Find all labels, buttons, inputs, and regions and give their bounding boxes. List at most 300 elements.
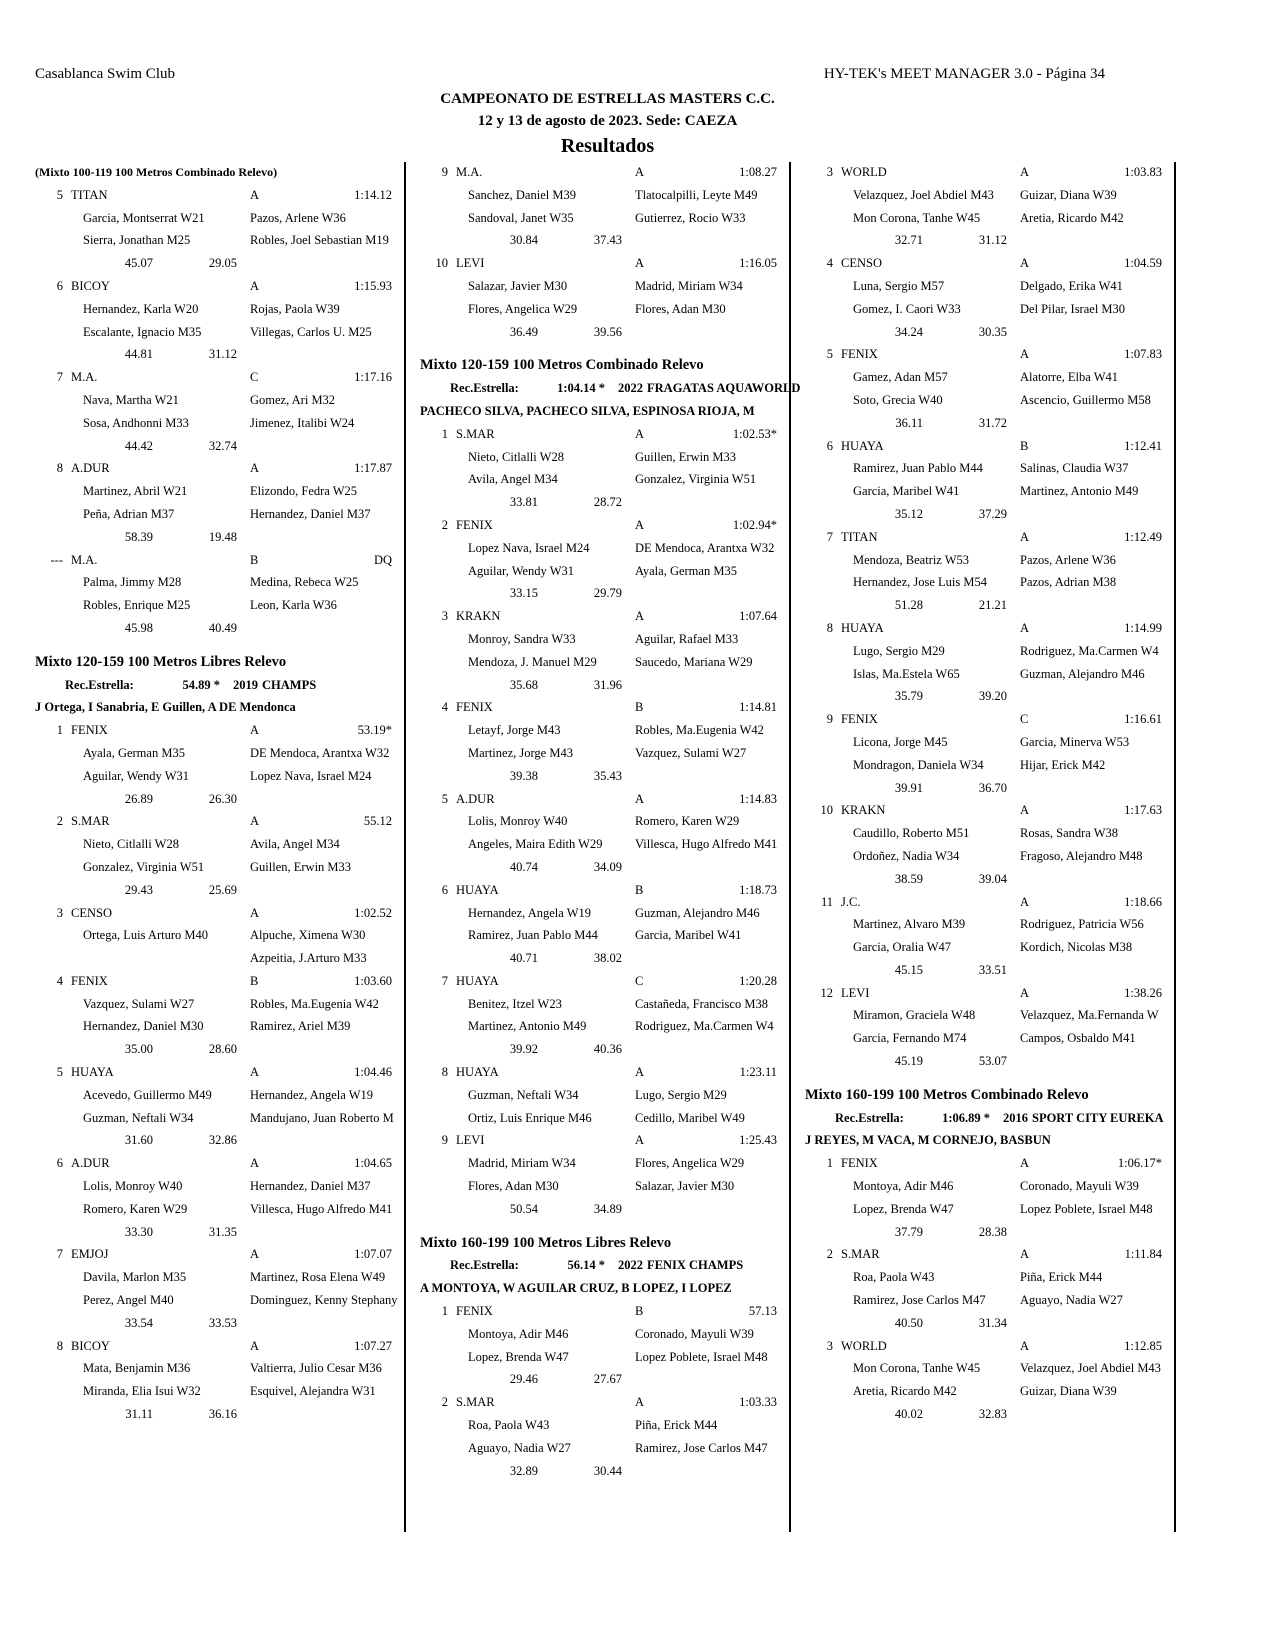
entry-relay: A — [1020, 529, 1030, 544]
entry-header — [35, 1152, 405, 1175]
swimmer-row — [805, 1004, 1175, 1027]
swimmer-name: Martinez, Alvaro M39 — [853, 917, 966, 932]
swimmer-name: Hernandez, Daniel M37 — [250, 1179, 371, 1194]
entry-header — [805, 799, 1175, 822]
swimmer-name: Lolis, Monroy W40 — [468, 814, 568, 829]
entry-team: BICOY — [71, 278, 110, 293]
swimmer-row — [420, 446, 790, 469]
swimmer-row — [805, 731, 1175, 754]
entry-team: HUAYA — [456, 1065, 499, 1080]
swimmer-name: Rodriguez, Ma.Carmen W4 — [635, 1019, 774, 1034]
swimmer-name: Aguilar, Wendy W31 — [468, 563, 574, 578]
entry-time: 1:17.63 — [1124, 803, 1162, 818]
split-time: 28.38 — [978, 1224, 1007, 1239]
entry-header — [420, 423, 790, 446]
entry-team: FENIX — [456, 517, 493, 532]
swimmer-row — [420, 833, 790, 856]
swimmer-name: Hernandez, Jose Luis M54 — [853, 575, 987, 590]
swimmer-name: Garcia, Oralia W47 — [853, 940, 951, 955]
entry-time: 1:38.26 — [1124, 985, 1162, 1000]
swimmer-name: Guillen, Erwin M33 — [250, 859, 352, 874]
swimmer-row — [35, 765, 405, 788]
swimmer-name: Ramirez, Juan Pablo M44 — [853, 461, 983, 476]
swimmer-row — [35, 833, 405, 856]
swimmer-name: Hernandez, Daniel M37 — [250, 506, 371, 521]
entry-time: 53.19* — [357, 723, 392, 738]
entry-place: 9 — [441, 165, 448, 179]
entry-relay: A — [250, 1247, 260, 1262]
split-time: 33.54 — [124, 1315, 153, 1330]
entry-team: CENSO — [71, 905, 112, 920]
record-line — [420, 1254, 790, 1277]
swimmer-row — [35, 321, 405, 344]
swimmer-row — [420, 719, 790, 742]
swimmer-name: Garcia, Maribel W41 — [853, 484, 960, 499]
record-time: 1:06.89 * — [942, 1110, 990, 1125]
entry-time: 1:03.33 — [739, 1395, 777, 1410]
entry-place: 6 — [56, 278, 63, 293]
record-holders: J Ortega, I Sanabria, E Guillen, A DE Mendonca — [35, 700, 296, 715]
swimmer-name: Romero, Karen W29 — [635, 814, 740, 829]
swimmer-row — [35, 503, 405, 526]
entry-place: 5 — [56, 187, 63, 202]
split-time: 53.07 — [978, 1054, 1007, 1069]
swimmer-name: Rosas, Sandra W38 — [1020, 826, 1119, 841]
entry-time: 1:04.65 — [354, 1156, 392, 1171]
swimmer-name: Guizar, Diana W39 — [1020, 1384, 1117, 1399]
swimmer-row — [805, 1027, 1175, 1050]
entry-relay: C — [635, 973, 644, 988]
swimmer-row — [805, 480, 1175, 503]
swimmer-name: Sanchez, Daniel M39 — [468, 187, 576, 202]
meet-title: CAMPEONATO DE ESTRELLAS MASTERS C.C. — [440, 91, 775, 107]
relay-entry — [35, 1243, 405, 1334]
entry-header — [420, 1391, 790, 1414]
split-time: 35.00 — [124, 1042, 153, 1057]
split-time: 29.05 — [208, 256, 237, 271]
entry-team: A.DUR — [456, 791, 495, 806]
swimmer-name: Velazquez, Joel Abdiel M43 — [853, 187, 994, 202]
entry-relay: A — [1020, 347, 1030, 362]
entry-place: 8 — [441, 1065, 448, 1080]
swimmer-name: Soto, Grecia W40 — [853, 392, 943, 407]
swimmer-name: Saucedo, Mariana W29 — [635, 654, 753, 669]
entry-time: 1:03.83 — [1124, 165, 1162, 179]
entry-header — [805, 161, 1175, 184]
splits-row — [805, 1221, 1175, 1244]
splits-row — [805, 1403, 1175, 1426]
section-title: Resultados — [560, 135, 655, 157]
swimmer-row — [420, 651, 790, 674]
entry-header — [35, 1061, 405, 1084]
entry-time: 1:14.99 — [1124, 620, 1162, 635]
entry-relay: A — [250, 723, 260, 738]
splits-row — [805, 868, 1175, 891]
entry-team: FENIX — [841, 712, 878, 727]
entry-relay: A — [250, 905, 260, 920]
swimmer-name: Gomez, I. Caori W33 — [853, 301, 961, 316]
record-label: Rec.Estrella: — [450, 381, 519, 396]
entry-header — [35, 366, 405, 389]
swimmer-row — [805, 1357, 1175, 1380]
entry-team: KRAKN — [456, 609, 501, 624]
swimmer-row — [805, 1175, 1175, 1198]
meet-dates: 12 y 13 de agosto de 2023. Sede: CAEZA — [477, 113, 738, 129]
entry-relay: A — [250, 461, 260, 476]
split-time: 28.60 — [208, 1042, 237, 1057]
swimmer-name: Nieto, Citlalli W28 — [83, 837, 179, 852]
entry-team: FENIX — [71, 723, 108, 738]
entry-place: 1 — [441, 1304, 448, 1319]
swimmer-name: Licona, Jorge M45 — [853, 734, 948, 749]
relay-entry — [420, 514, 790, 605]
entry-place: 8 — [56, 1338, 63, 1353]
split-time: 40.71 — [509, 951, 538, 966]
split-time: 31.35 — [208, 1224, 237, 1239]
entry-relay: A — [1020, 1247, 1030, 1262]
entry-header — [420, 252, 790, 275]
swimmer-row — [420, 275, 790, 298]
swimmer-name: Rodriguez, Patricia W56 — [1020, 917, 1144, 932]
entry-place: --- — [50, 552, 63, 567]
swimmer-name: Lopez Poblete, Israel M48 — [635, 1349, 768, 1364]
entry-header — [420, 605, 790, 628]
swimmer-name: Guzman, Alejandro M46 — [1020, 666, 1145, 681]
swimmer-name: Martinez, Rosa Elena W49 — [250, 1270, 386, 1285]
swimmer-name: Gamez, Adan M57 — [853, 370, 948, 385]
split-time: 40.50 — [894, 1315, 923, 1330]
relay-entry — [35, 810, 405, 901]
entry-time: 1:11.84 — [1124, 1247, 1162, 1262]
splits-row — [805, 1050, 1175, 1073]
relay-entry — [420, 1061, 790, 1129]
entry-time: 1:20.28 — [739, 973, 777, 988]
entry-time: 1:17.87 — [354, 461, 392, 476]
swimmer-name: Perez, Angel M40 — [83, 1293, 174, 1308]
swimmer-name: Monroy, Sandra W33 — [468, 631, 576, 646]
split-time: 21.21 — [978, 598, 1007, 613]
entry-team: EMJOJ — [71, 1247, 109, 1262]
swimmer-name: Coronado, Mayuli W39 — [635, 1326, 754, 1341]
split-time: 29.43 — [124, 882, 153, 897]
split-time: 35.12 — [894, 506, 923, 521]
entry-team: S.MAR — [841, 1247, 880, 1262]
splits-row — [420, 674, 790, 697]
relay-entry — [420, 423, 790, 514]
swimmer-name: Aguilar, Wendy W31 — [83, 768, 189, 783]
entry-time: 1:15.93 — [354, 278, 392, 293]
entry-relay: A — [250, 187, 260, 202]
swimmer-name: Miranda, Elia Isui W32 — [83, 1384, 201, 1399]
entry-place: 10 — [820, 803, 833, 818]
splits-row — [805, 777, 1175, 800]
split-time: 29.79 — [593, 586, 622, 601]
swimmer-row — [420, 1084, 790, 1107]
swimmer-name: Villegas, Carlos U. M25 — [250, 324, 372, 339]
entry-time: 1:14.83 — [739, 791, 777, 806]
entry-team: HUAYA — [841, 620, 884, 635]
entry-place: 2 — [56, 814, 63, 829]
relay-entry — [805, 343, 1175, 434]
swimmer-name: Ramirez, Jose Carlos M47 — [853, 1293, 986, 1308]
swimmer-name: Lugo, Sergio M29 — [635, 1087, 727, 1102]
entry-team: TITAN — [841, 529, 878, 544]
entry-team: A.DUR — [71, 1156, 110, 1171]
swimmer-row — [805, 389, 1175, 412]
entry-header — [35, 457, 405, 480]
entry-time: 57.13 — [748, 1304, 777, 1319]
entry-place: 4 — [441, 700, 448, 715]
entry-relay: B — [635, 700, 644, 715]
swimmer-row — [35, 856, 405, 879]
entry-header — [35, 275, 405, 298]
swimmer-row — [420, 993, 790, 1016]
splits-row — [35, 1221, 405, 1244]
swimmer-name: Guzman, Neftali W34 — [83, 1110, 194, 1125]
splits-row — [805, 229, 1175, 252]
swimmer-name: Lolis, Monroy W40 — [83, 1179, 183, 1194]
swimmer-name: Romero, Karen W29 — [83, 1201, 188, 1216]
entry-team: HUAYA — [841, 438, 884, 453]
swimmer-name: Gonzalez, Virginia W51 — [83, 859, 205, 874]
entry-time: 1:25.43 — [739, 1133, 777, 1148]
entry-place: 1 — [441, 426, 448, 441]
relay-entry — [805, 799, 1175, 890]
entry-time: 1:23.11 — [739, 1065, 777, 1080]
swimmer-row — [420, 1414, 790, 1437]
entry-place: 5 — [441, 791, 448, 806]
split-time: 39.91 — [894, 780, 923, 795]
relay-entry — [805, 435, 1175, 526]
swimmer-name: Robles, Ma.Eugenia W42 — [635, 723, 764, 738]
swimmer-name: Roa, Paola W43 — [853, 1270, 935, 1285]
entry-header — [805, 1335, 1175, 1358]
entry-relay: B — [250, 973, 259, 988]
splits-row — [35, 252, 405, 275]
event-continued-heading: (Mixto 100-119 100 Metros Combinado Relevo) — [35, 165, 278, 179]
split-time: 39.20 — [978, 689, 1007, 704]
swimmer-name: Delgado, Erika W41 — [1020, 278, 1123, 293]
entry-relay: C — [250, 370, 259, 385]
entry-team: HUAYA — [71, 1065, 114, 1080]
entry-header — [805, 982, 1175, 1005]
split-time: 44.42 — [124, 438, 153, 453]
entry-team: M.A. — [456, 165, 483, 179]
split-time: 25.69 — [208, 882, 237, 897]
entry-relay: A — [250, 1338, 260, 1353]
entry-relay: A — [250, 1065, 260, 1080]
entry-place: 2 — [441, 517, 448, 532]
relay-entry — [35, 457, 405, 548]
record-team: CHAMPS — [262, 677, 317, 692]
split-time: 45.19 — [894, 1054, 923, 1069]
swimmer-name: Pazos, Arlene W36 — [250, 210, 346, 225]
entry-relay: A — [635, 1395, 645, 1410]
swimmer-name: Escalante, Ignacio M35 — [83, 324, 202, 339]
split-time: 30.35 — [978, 324, 1007, 339]
swimmer-name: Guizar, Diana W39 — [1020, 187, 1117, 202]
entry-relay: A — [1020, 256, 1030, 271]
split-time: 32.71 — [894, 233, 923, 248]
relay-entry — [420, 1391, 790, 1482]
record-line — [420, 377, 801, 400]
swimmer-row — [805, 1198, 1175, 1221]
split-time: 27.67 — [593, 1372, 622, 1387]
entry-team: J.C. — [841, 894, 861, 909]
entry-place: 6 — [56, 1156, 63, 1171]
splits-row — [420, 491, 790, 514]
record-team: FENIX CHAMPS — [647, 1258, 744, 1273]
swimmer-row — [35, 389, 405, 412]
swimmer-name: Lopez, Brenda W47 — [853, 1201, 954, 1216]
relay-entry — [35, 184, 405, 275]
split-time: 40.49 — [208, 620, 237, 635]
swimmer-name: Rodriguez, Ma.Carmen W4 — [1020, 643, 1159, 658]
entry-relay: B — [1020, 438, 1029, 453]
record-holders: A MONTOYA, W AGUILAR CRUZ, B LOPEZ, I LOPEZ — [420, 1281, 732, 1296]
swimmer-row — [420, 560, 790, 583]
swimmer-row — [35, 1198, 405, 1221]
swimmer-name: Azpeitia, J.Arturo M33 — [250, 951, 367, 966]
swimmer-name: Miramon, Graciela W48 — [853, 1008, 976, 1023]
relay-entry — [805, 617, 1175, 708]
entry-place: 9 — [826, 712, 833, 727]
record-holders: J REYES, M VACA, M CORNEJO, BASBUN — [805, 1133, 1051, 1148]
swimmer-name: Martinez, Antonio M49 — [1020, 484, 1139, 499]
entry-time: 55.12 — [363, 814, 392, 829]
entry-team: FENIX — [841, 347, 878, 362]
splits-row — [805, 321, 1175, 344]
entry-time: 1:02.52 — [354, 905, 392, 920]
entry-team: FENIX — [71, 973, 108, 988]
swimmer-name: Hernandez, Daniel M30 — [83, 1019, 204, 1034]
entry-time: 1:08.27 — [739, 165, 777, 179]
entry-relay: A — [1020, 620, 1030, 635]
swimmer-name: Ascencio, Guillermo M58 — [1020, 392, 1151, 407]
entry-header — [805, 1243, 1175, 1266]
entry-header — [805, 617, 1175, 640]
entry-time: 1:07.07 — [354, 1247, 392, 1262]
entry-header — [805, 526, 1175, 549]
swimmer-name: Ayala, German M35 — [635, 563, 737, 578]
swimmer-name: Villesca, Hugo Alfredo M41 — [635, 837, 778, 852]
split-time: 34.24 — [894, 324, 923, 339]
relay-entry — [420, 970, 790, 1061]
split-time: 33.51 — [978, 962, 1007, 977]
entry-place: 6 — [826, 438, 833, 453]
entry-team: TITAN — [71, 187, 108, 202]
swimmer-name: Ordoñez, Nadia W34 — [853, 848, 960, 863]
swimmer-name: Aguilar, Rafael M33 — [635, 631, 739, 646]
entry-team: S.MAR — [456, 426, 495, 441]
swimmer-name: Leon, Karla W36 — [250, 598, 337, 613]
splits-row — [35, 879, 405, 902]
splits-row — [420, 856, 790, 879]
splits-row — [35, 435, 405, 458]
swimmer-row — [420, 810, 790, 833]
entry-team: WORLD — [841, 165, 887, 179]
swimmer-name: Guillen, Erwin M33 — [635, 449, 737, 464]
swimmer-name: Nava, Martha W21 — [83, 392, 179, 407]
swimmer-name: Medina, Rebeca W25 — [250, 575, 359, 590]
swimmer-row — [805, 457, 1175, 480]
entry-time: 1:07.27 — [354, 1338, 392, 1353]
swimmer-row — [35, 1289, 405, 1312]
relay-entry — [805, 1152, 1175, 1243]
split-time: 39.04 — [978, 871, 1007, 886]
entry-relay: A — [635, 256, 645, 271]
swimmer-name: Fragoso, Alejandro M48 — [1020, 848, 1143, 863]
relay-entry — [805, 161, 1175, 252]
swimmer-name: Madrid, Miriam W34 — [468, 1156, 576, 1171]
entry-relay: A — [635, 165, 645, 179]
entry-time: 1:14.12 — [354, 187, 392, 202]
split-time: 29.46 — [509, 1372, 538, 1387]
entry-header — [805, 252, 1175, 275]
relay-entry — [805, 1335, 1175, 1426]
split-time: 31.34 — [978, 1315, 1007, 1330]
swimmer-name: Martinez, Abril W21 — [83, 484, 188, 499]
relay-entry — [420, 252, 790, 343]
swimmer-row — [805, 207, 1175, 230]
split-time: 37.29 — [978, 506, 1007, 521]
entry-header — [35, 184, 405, 207]
entry-team: FENIX — [456, 700, 493, 715]
swimmer-row — [805, 640, 1175, 663]
results-column-1 — [35, 161, 405, 1426]
entry-header — [35, 719, 405, 742]
swimmer-name: Hernandez, Angela W19 — [250, 1087, 373, 1102]
split-time: 51.28 — [894, 598, 923, 613]
entry-header — [420, 970, 790, 993]
splits-row — [35, 617, 405, 640]
splits-row — [805, 959, 1175, 982]
splits-row — [35, 343, 405, 366]
swimmer-name: Guzman, Alejandro M46 — [635, 905, 760, 920]
swimmer-name: Robles, Enrique M25 — [83, 598, 191, 613]
split-time: 45.15 — [894, 962, 923, 977]
split-time: 31.12 — [978, 233, 1007, 248]
swimmer-name: Cedillo, Maribel W49 — [635, 1110, 745, 1125]
split-time: 32.74 — [208, 438, 237, 453]
swimmer-name: Palma, Jimmy M28 — [83, 575, 182, 590]
split-time: 38.02 — [593, 951, 622, 966]
split-time: 32.83 — [978, 1407, 1007, 1422]
entry-place: 5 — [826, 347, 833, 362]
swimmer-name: Ramirez, Jose Carlos M47 — [635, 1440, 768, 1455]
swimmer-name: Caudillo, Roberto M51 — [853, 826, 970, 841]
swimmer-row — [420, 1152, 790, 1175]
splits-row — [805, 503, 1175, 526]
swimmer-name: Acevedo, Guillermo M49 — [83, 1087, 212, 1102]
entry-place: 3 — [826, 165, 833, 179]
record-label: Rec.Estrella: — [65, 677, 134, 692]
entry-place: 7 — [441, 973, 448, 988]
swimmer-name: Aguayo, Nadia W27 — [1020, 1293, 1123, 1308]
swimmer-name: Hernandez, Karla W20 — [83, 301, 199, 316]
swimmer-name: Mondragon, Daniela W34 — [853, 757, 984, 772]
splits-row — [805, 412, 1175, 435]
split-time: 33.81 — [509, 495, 538, 510]
entry-time: 1:17.16 — [354, 370, 392, 385]
entry-time: 1:02.94* — [732, 517, 777, 532]
split-time: 26.30 — [208, 791, 237, 806]
entry-place: 4 — [56, 973, 63, 988]
relay-entry — [805, 891, 1175, 982]
entry-place: 2 — [826, 1247, 833, 1262]
split-time: 35.43 — [593, 768, 622, 783]
results-column-3 — [805, 161, 1175, 1426]
